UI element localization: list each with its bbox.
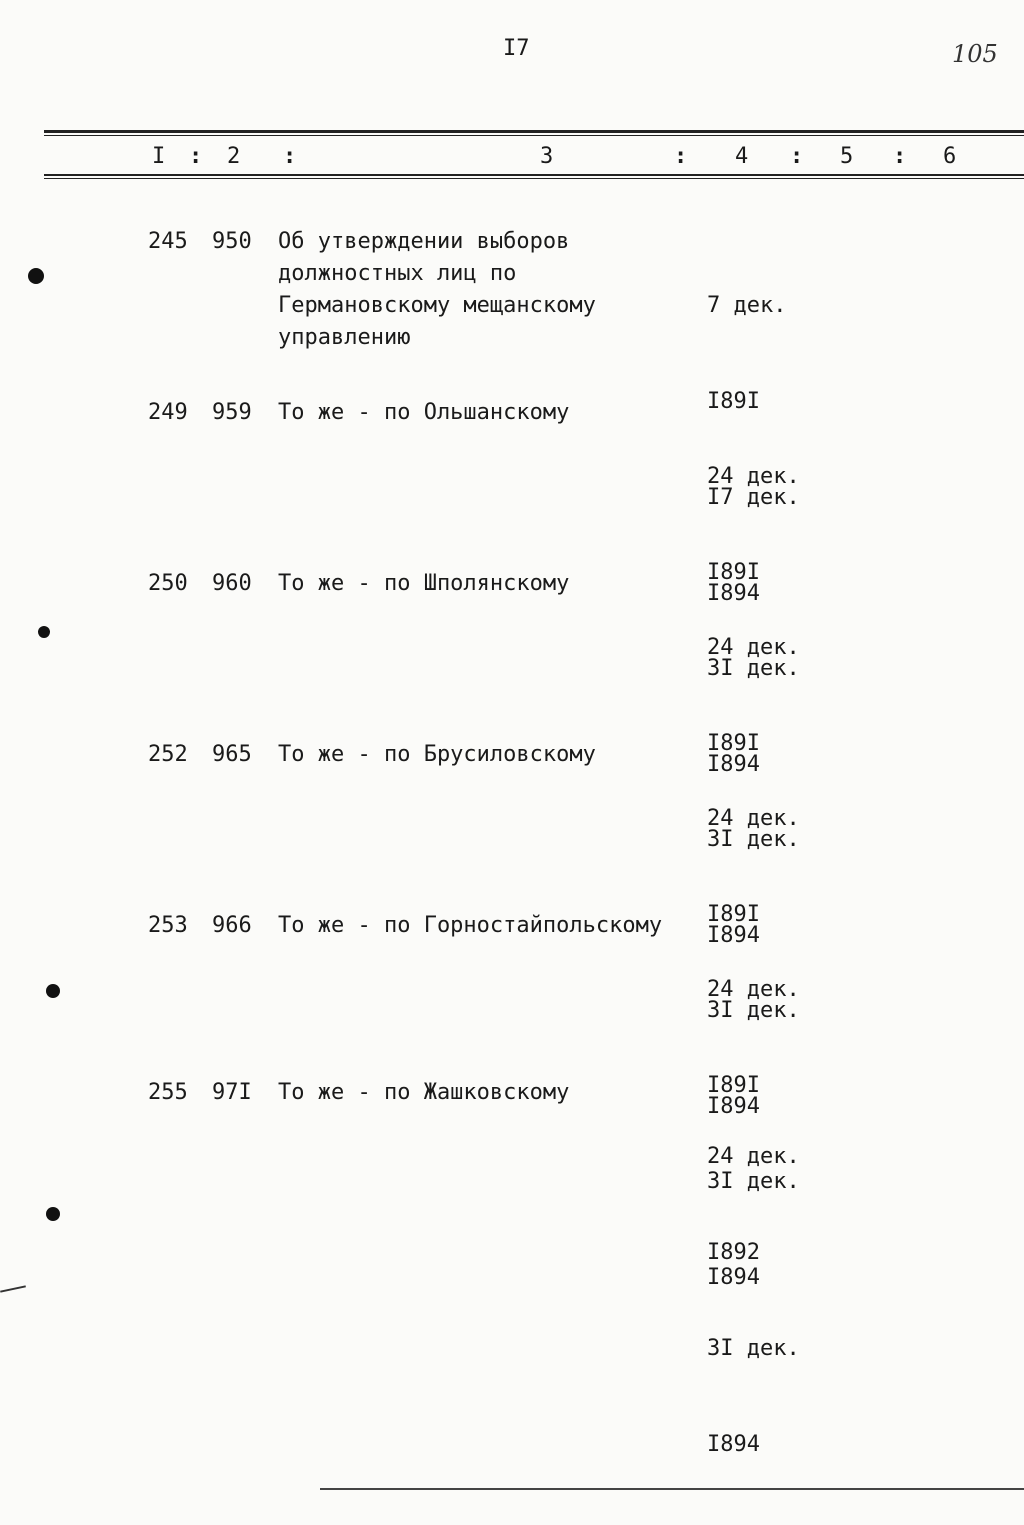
column-separator: : bbox=[893, 144, 907, 169]
file-number: 965 bbox=[212, 742, 252, 767]
row-number: 245 bbox=[148, 229, 188, 254]
file-title: То же - по Жашковскому bbox=[278, 1080, 570, 1105]
end-year: I894 bbox=[707, 752, 760, 777]
file-title: То же - по Шполянскому bbox=[278, 571, 570, 596]
binder-hole-mark bbox=[46, 1207, 60, 1221]
file-title: То же - по Ольшанскому bbox=[278, 400, 570, 425]
start-date: 7 дек. bbox=[707, 293, 787, 318]
binder-hole-mark bbox=[46, 984, 60, 998]
column-separator: : bbox=[283, 144, 297, 169]
row-number: 252 bbox=[148, 742, 188, 767]
date-range bbox=[707, 1077, 800, 1525]
column-separator: : bbox=[790, 144, 804, 169]
column-header-1: I bbox=[152, 144, 166, 169]
column-header-5: 5 bbox=[840, 144, 854, 169]
end-date: 3I дек. bbox=[707, 1336, 800, 1361]
end-year: I894 bbox=[707, 581, 760, 606]
row-number: 249 bbox=[148, 400, 188, 425]
column-separator: : bbox=[674, 144, 688, 169]
file-number: 959 bbox=[212, 400, 252, 425]
end-date: 3I дек. bbox=[707, 998, 800, 1023]
margin-pen-stroke bbox=[0, 1285, 26, 1292]
column-header-3: 3 bbox=[540, 144, 554, 169]
end-year: I894 bbox=[707, 923, 760, 948]
start-year: I89I bbox=[707, 1073, 760, 1098]
file-number: 950 bbox=[212, 229, 252, 254]
column-header-4: 4 bbox=[735, 144, 749, 169]
file-title: Об утверждении выборов должностных лиц по Германовскому мещанскому управлению bbox=[278, 229, 596, 350]
page-bottom-edge-rule bbox=[320, 1488, 1024, 1490]
file-title: То же - по Брусиловскому bbox=[278, 742, 596, 767]
file-title: То же - по Горностайпольскому bbox=[278, 913, 663, 938]
end-date: I7 дек. bbox=[707, 485, 800, 510]
start-year: I89I bbox=[707, 389, 760, 414]
binder-hole-mark bbox=[38, 626, 50, 638]
end-year: I894 bbox=[707, 1265, 760, 1290]
start-date: 24 дек. bbox=[707, 1144, 800, 1169]
header-top-rule-thin bbox=[44, 135, 1024, 136]
end-date: 3I дек. bbox=[707, 656, 800, 681]
file-number: 966 bbox=[212, 913, 252, 938]
start-year: I89I bbox=[707, 731, 760, 756]
row-number: 255 bbox=[148, 1080, 188, 1105]
row-number: 250 bbox=[148, 571, 188, 596]
start-year: I892 bbox=[707, 1240, 760, 1265]
column-header-2: 2 bbox=[227, 144, 241, 169]
end-year: I894 bbox=[707, 1094, 760, 1119]
header-bottom-rule bbox=[44, 174, 1024, 176]
start-year: I89I bbox=[707, 560, 760, 585]
end-year: I894 bbox=[707, 1432, 760, 1457]
column-header-6: 6 bbox=[943, 144, 957, 169]
file-number: 960 bbox=[212, 571, 252, 596]
file-number: 97I bbox=[212, 1080, 252, 1105]
header-top-rule bbox=[44, 130, 1024, 133]
end-date: 3I дек. bbox=[707, 827, 800, 852]
start-year: I89I bbox=[707, 902, 760, 927]
page-number: I7 bbox=[503, 36, 530, 61]
end-date: 3I дек. bbox=[707, 1169, 800, 1194]
row-number: 253 bbox=[148, 913, 188, 938]
header-bottom-rule-thin bbox=[44, 178, 1024, 179]
start-date: 24 дек. bbox=[707, 635, 800, 660]
column-separator: : bbox=[189, 144, 203, 169]
start-date: 24 дек. bbox=[707, 806, 800, 831]
start-date: 24 дек. bbox=[707, 977, 800, 1002]
start-date: 24 дек. bbox=[707, 464, 800, 489]
binder-hole-mark bbox=[28, 268, 44, 284]
archive-folio-number: 105 bbox=[952, 40, 998, 68]
